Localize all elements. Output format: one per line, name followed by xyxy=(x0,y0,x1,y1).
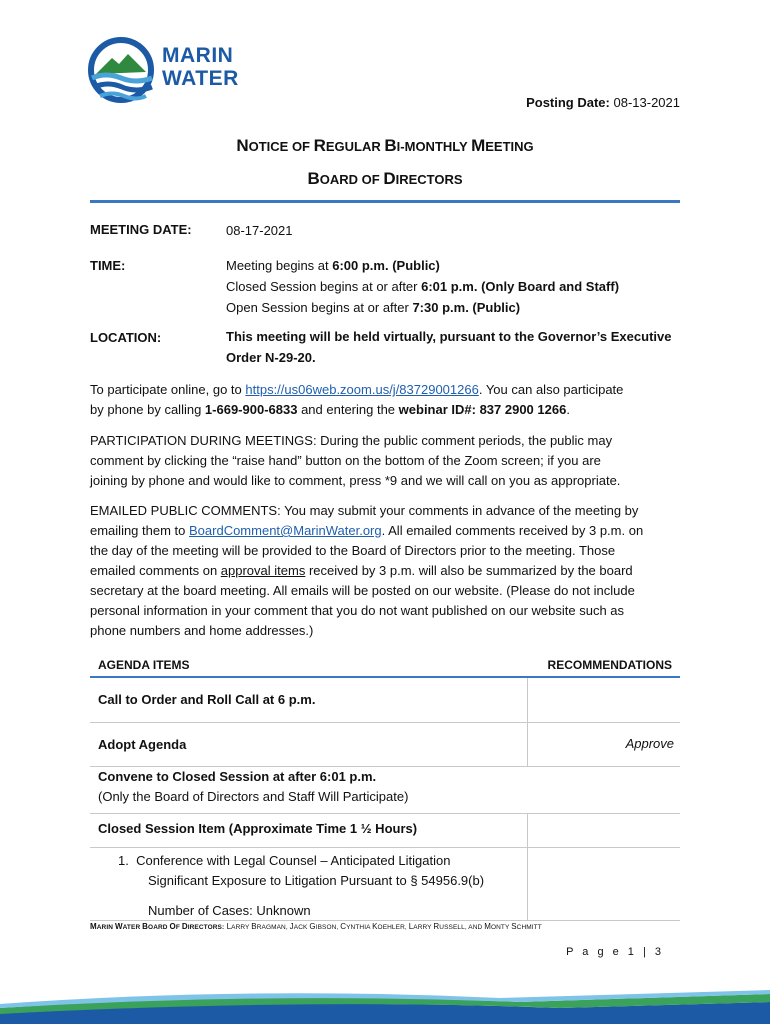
meeting-date-value: 08-17-2021 xyxy=(226,223,293,238)
agenda-item-convene-closed: Convene to Closed Session at after 6:01 p.m. (Only the Board of Directors and Staff Will Participate) xyxy=(98,769,409,804)
location-label: LOCATION: xyxy=(90,330,162,345)
page-number: P a g e 1 | 3 xyxy=(566,946,664,958)
table-divider xyxy=(527,722,528,766)
emailed-comments-paragraph: EMAILED PUBLIC COMMENTS: You may submit your comments in advance of the meeting by emailing them to BoardComment@MarinWater.org. All emailed comments received by 3 p.m. on the day of the meeting will be provided to the Board of Directors prior to the meeting. Those emailed comments on approval items received by 3 p.m. will also be summarized by the board secretary at the board meeting. All emails will be posted on our website. (Please do not include personal information in your comment that you do not want published on our website such as phone numbers and home addresses.) xyxy=(90,503,644,638)
agenda-item-legal-counsel: 1. Conference with Legal Counsel – Anticipated Litigation Significant Exposure to Litigation Pursuant to § 54956.9(b) Number of Cases: Unknown xyxy=(118,853,485,918)
table-row-rule xyxy=(90,847,680,848)
table-divider xyxy=(527,813,528,921)
agenda-items-header: AGENDA ITEMS xyxy=(98,658,190,672)
recommendations-header: RECOMMENDATIONS xyxy=(547,658,672,672)
marin-water-logo xyxy=(86,36,246,106)
table-row-rule xyxy=(90,722,680,723)
recommendation-approve: Approve xyxy=(625,736,674,751)
water-mountain-icon xyxy=(86,36,158,106)
meeting-date-label: MEETING DATE: xyxy=(90,222,192,237)
posting-date: Posting Date: 08-13-2021 xyxy=(526,95,680,110)
zoom-link[interactable]: https://us06web.zoom.us/j/83729001266 xyxy=(245,382,479,397)
agenda-item-closed-session: Closed Session Item (Approximate Time 1 ½ Hours) xyxy=(98,821,418,836)
notice-title xyxy=(0,130,770,196)
board-comment-email-link[interactable]: BoardComment@MarinWater.org xyxy=(189,523,382,538)
participation-paragraph: PARTICIPATION DURING MEETINGS: During the public comment periods, the public may comment by clicking the “raise hand” button on the bottom of the Zoom screen; if you are joining by phone and would like to comment, press *9 and we will call on you as appropriate. xyxy=(90,433,621,488)
table-divider xyxy=(527,678,528,722)
agenda-item-adopt-agenda: Adopt Agenda xyxy=(98,737,187,752)
table-row-rule xyxy=(90,920,680,921)
title-line-2: BOARD OF DIRECTORS xyxy=(307,169,463,188)
time-label: TIME: xyxy=(90,258,126,273)
footer-wave-band xyxy=(0,974,770,1024)
participate-paragraph: To participate online, go to https://us06web.zoom.us/j/83729001266. You can also participate by phone by calling 1-669-900-6833 and entering the webinar ID#: 837 2900 1266. xyxy=(90,382,624,417)
location-value: This meeting will be held virtually, pursuant to the Governor’s Executive Order N-29-20. xyxy=(226,329,672,365)
agenda-header-rule xyxy=(90,676,680,678)
title-line-1: NOTICE OF REGULAR BI-MONTHLY MEETING xyxy=(236,136,534,155)
logo-wordmark: MARIN WATER xyxy=(162,44,239,90)
agenda-item-call-to-order: Call to Order and Roll Call at 6 p.m. xyxy=(98,692,316,707)
time-value: Meeting begins at 6:00 p.m. (Public) Closed Session begins at or after 6:01 p.m. (Only Board and Staff) Open Session begins at or after 7:30 p.m. (Public) xyxy=(226,258,620,315)
table-row-rule xyxy=(90,813,680,814)
title-divider xyxy=(90,200,680,203)
board-of-directors-footer: MARIN WATER BOARD OF DIRECTORS: LARRY BRAGMAN, JACK GIBSON, CYNTHIA KOEHLER, LARRY RUSSELL, AND MONTY SCHMITT xyxy=(90,922,542,931)
